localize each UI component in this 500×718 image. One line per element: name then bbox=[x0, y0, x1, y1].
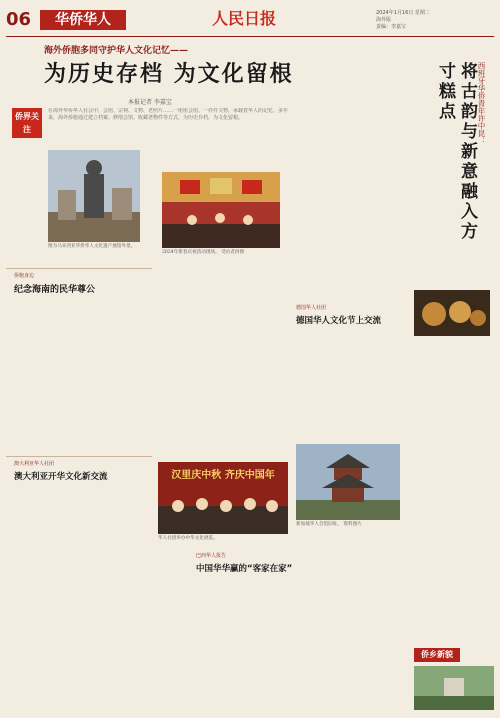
sidebar-subtitle: 西班牙华侨青年许中昆： bbox=[477, 62, 486, 145]
sidebar-body-2 bbox=[414, 342, 494, 642]
section-3-headline: 德国华人文化节上交流 bbox=[296, 316, 382, 326]
section-3-body bbox=[290, 332, 412, 442]
section-3-tag: 德国华人社团 bbox=[296, 305, 327, 311]
section-4-body bbox=[158, 580, 410, 708]
statue-image bbox=[48, 150, 140, 242]
sidebar-body-1 bbox=[356, 44, 410, 174]
photo-caption-5: 新加坡华人会馆旧址。 资料图片 bbox=[296, 522, 362, 527]
section-2-body bbox=[10, 488, 152, 708]
pagoda-photo bbox=[296, 444, 400, 520]
editor-line: 责编：李嘉宝 bbox=[376, 24, 407, 30]
banner-photo bbox=[158, 462, 288, 534]
section-divider-2 bbox=[6, 456, 152, 457]
section-4-headline: 中国华华赢的“客家在家” bbox=[196, 564, 293, 574]
photo-caption-1: 图为马来西亚华侨华人文化遗产展馆外景。 bbox=[48, 244, 136, 249]
section-4-tag: 巴西华人报告 bbox=[196, 553, 227, 559]
header-meta bbox=[376, 10, 494, 30]
badge-label: 侨界关注 bbox=[12, 108, 42, 138]
feature-intro: 在海外华侨华人社会中，会馆、宗祠、文物、老照片……一座座会馆、一件件文物，承载着华人的记忆。多年来，海外侨胞通过建立档案、修缮会馆、收藏老物件等方式，为历史存档，为文化留根。 bbox=[48, 108, 288, 121]
header-rule bbox=[6, 36, 494, 37]
section-2-tag: 澳大利亚华人社团 bbox=[14, 461, 55, 467]
feature-headline: 为历史存档 为文化留根 bbox=[44, 62, 294, 87]
section-1-tag: 侨胞身边 bbox=[14, 273, 35, 279]
section-title: 华侨华人 bbox=[40, 10, 126, 30]
photo-caption-3: 华人社团举办中华文化展览。 bbox=[158, 536, 218, 541]
section-1-headline: 纪念海南的民华尊公 bbox=[14, 285, 96, 295]
section-2-headline: 澳大利亚开华文化新交流 bbox=[14, 472, 108, 482]
page-header bbox=[6, 8, 494, 34]
sidebar-photo bbox=[414, 290, 490, 336]
pagoda-image bbox=[296, 444, 400, 520]
feature-byline: 本报记者 李嘉宝 bbox=[128, 99, 172, 106]
feature-photo-1 bbox=[48, 150, 140, 242]
stage-image bbox=[162, 172, 280, 248]
sidebar-title: 将古韵与新意融入方寸糕点 bbox=[435, 62, 477, 242]
feature-body-2 bbox=[290, 170, 412, 300]
landscape-image bbox=[414, 666, 494, 710]
section-divider-1 bbox=[6, 268, 152, 269]
mooncake-image bbox=[414, 290, 490, 336]
sidebar-tag: 侨乡新貌 bbox=[414, 648, 460, 662]
page-number: 06 bbox=[6, 9, 32, 30]
middle-column-body bbox=[160, 268, 284, 458]
feature-kicker: 海外侨胞多同守护华人文化记忆—— bbox=[44, 46, 189, 56]
masthead-logo: 人民日报 bbox=[212, 9, 277, 28]
sidebar-photo-2 bbox=[414, 666, 494, 710]
feature-photo-2 bbox=[162, 172, 280, 248]
photo-caption-2: 2024年新春庆祝活动现场。 受访者供图 bbox=[162, 250, 245, 255]
date-line: 2024年1月16日 星期二 bbox=[376, 10, 430, 16]
edition-line: 海外版 bbox=[376, 17, 392, 23]
banner-text: 汉里庆中秋 齐庆中国年 bbox=[171, 470, 275, 481]
section-1-body bbox=[10, 300, 152, 450]
